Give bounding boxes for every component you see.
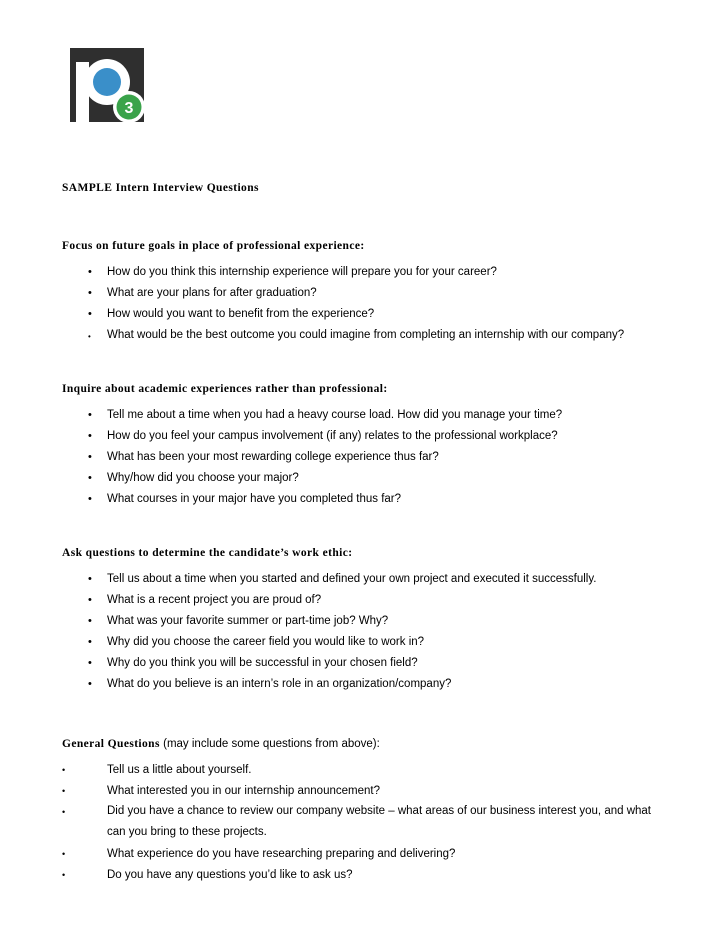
list-item: • How do you think this internship experience will prepare you for your career? (88, 266, 497, 278)
logo-blue-dot (93, 68, 121, 96)
bullet: • (88, 493, 92, 505)
list-item: • What was your favorite summer or part-time job? Why? (88, 615, 389, 627)
bullet: • (62, 849, 66, 859)
bullet: • (62, 786, 66, 796)
bullet: • (62, 765, 66, 775)
bullet: • (88, 472, 92, 484)
company-logo (70, 48, 146, 124)
bullet: • (88, 287, 92, 299)
logo-badge-number: 3 (124, 100, 134, 117)
bullet: • (88, 332, 91, 341)
list-item: • How do you feel your campus involvement (if any) relates to the professional workplace? (88, 430, 558, 442)
list-item: • Tell us about a time when you started and defined your own project and executed it successfully. (88, 573, 597, 585)
list-item: • Why do you think you will be successful in your chosen field? (88, 657, 418, 669)
bullet: • (88, 308, 92, 320)
list-item: • What do you believe is an intern’s role in an organization/company? (88, 678, 452, 690)
bullet: • (88, 409, 92, 421)
goals-question-list (0, 265, 728, 349)
bullet: • (88, 657, 92, 669)
work-ethic-question-list (0, 572, 728, 698)
general-heading-label: General Questions (62, 738, 160, 750)
bullet: • (88, 430, 92, 442)
list-item: • What is a recent project you are proud of? (88, 594, 322, 606)
list-item: • Do you have any questions you’d like to ask us? (62, 869, 353, 881)
list-item: • Did you have a chance to review our company website – what areas of our business interest you, and what can you bring to these projects. (62, 805, 651, 838)
bullet: • (88, 636, 92, 648)
list-item: • Tell us a little about yourself. (62, 764, 252, 776)
section-heading-general (62, 738, 380, 750)
list-item: • What would be the best outcome you could imagine from completing an internship with our company? (0, 328, 728, 349)
bullet: • (88, 615, 92, 627)
list-item: • Why/how did you choose your major? (88, 472, 299, 484)
list-item: • What interested you in our internship announcement? (62, 785, 380, 797)
section-heading-academic: Inquire about academic experiences rather than professional: (62, 383, 388, 395)
bullet: • (88, 451, 92, 463)
list-item: • What has been your most rewarding college experience thus far? (88, 451, 439, 463)
list-item: • How would you want to benefit from the experience? (88, 308, 375, 320)
section-heading-work-ethic: Ask questions to determine the candidate’s work ethic: (62, 547, 353, 559)
academic-question-list (0, 408, 728, 513)
list-item: • What courses in your major have you completed thus far? (88, 493, 402, 505)
bullet: • (88, 678, 92, 690)
general-heading-note: (may include some questions from above): (163, 738, 380, 750)
document-title: SAMPLE Intern Interview Questions (62, 182, 259, 194)
list-item: • What are your plans for after graduation? (88, 287, 317, 299)
list-item: • Why did you choose the career field you would like to work in? (88, 636, 425, 648)
bullet: • (62, 807, 66, 817)
bullet: • (88, 266, 92, 278)
section-heading-goals: Focus on future goals in place of professional experience: (62, 240, 365, 252)
list-item: • What experience do you have researching preparing and delivering? (62, 848, 456, 860)
bullet: • (88, 573, 92, 585)
list-item: • Tell me about a time when you had a heavy course load. How did you manage your time? (88, 409, 563, 421)
bullet: • (62, 870, 66, 880)
bullet: • (88, 594, 92, 606)
general-question-list (0, 763, 728, 889)
